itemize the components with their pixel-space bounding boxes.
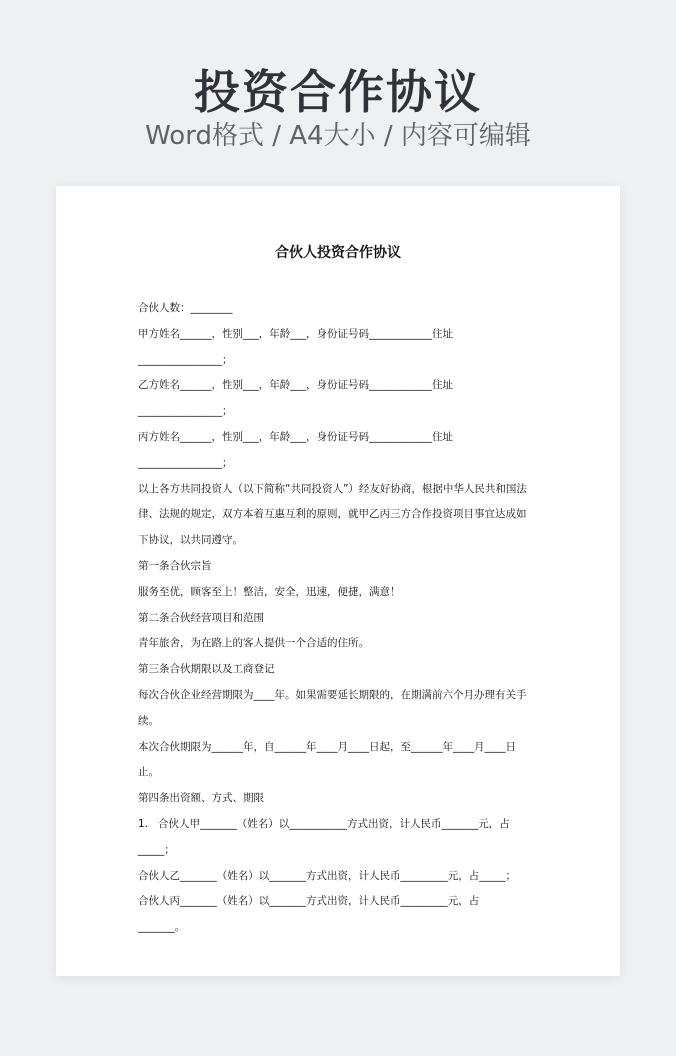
document-line: 每次合伙企业经营期限为____年。如果需要延长期限的，在期满前六个月办理有关手 [138,688,527,701]
banner-title: 投资合作协议 [194,65,482,119]
document-line: 合伙人乙_______（姓名）以_______方式出资，计人民币_________元，占_____； [138,869,516,882]
document-line: 本次合伙期限为______年，自______年____月____日起，至______年____月____日 [138,740,516,753]
document-line: 下协议，以共同遵守。 [138,534,243,547]
document-page [56,186,620,976]
section-heading: 第二条合伙经营项目和范围 [138,611,264,624]
document-title: 合伙人投资合作协议 [275,245,401,261]
document-line: _______。 [138,921,186,934]
document-line: 乙方姓名______，性别___，年龄___，身份证号码____________住址 [138,379,453,392]
section-heading: 第一条合伙宗旨 [138,559,212,572]
document-line: 止。 [138,766,159,779]
document-line: ________________； [138,456,233,469]
banner-subtitle: Word格式 / A4大小 / 内容可编辑 [145,121,531,151]
section-heading: 第四条出资额、方式、期限 [138,792,264,805]
document-line: 合伙人丙_______（姓名）以_______方式出资，计人民币_________元，占 [138,895,480,908]
document-line: 1. 合伙人甲_______（姓名）以___________方式出资，计人民币_______元，占 [138,817,510,830]
section-heading: 第三条合伙期限以及工商登记 [138,663,275,676]
document-line: ________________； [138,353,233,366]
document-line: 青年旅舍，为在路上的客人提供一个合适的住所。 [138,637,369,650]
document-line: _____； [138,843,175,856]
document-line: 律、法规的规定，双方本着互惠互利的原则，就甲乙丙三方合作投资项目事宜达成如 [138,508,527,521]
document-line: 甲方姓名______，性别___，年龄___，身份证号码____________住址 [138,327,453,340]
document-line: 丙方姓名______，性别___，年龄___，身份证号码____________住址 [138,430,453,443]
document-line: ________________； [138,405,233,418]
document-line: 合伙人数：________ [138,302,233,314]
document-line: 服务至优，顾客至上！整洁，安全，迅速，便捷，满意！ [138,585,401,598]
document-body [138,296,552,941]
document-line: 以上各方共同投资人（以下简称“共同投资人”）经友好协商，根据中华人民共和国法 [138,482,527,495]
document-line: 续。 [138,714,159,727]
